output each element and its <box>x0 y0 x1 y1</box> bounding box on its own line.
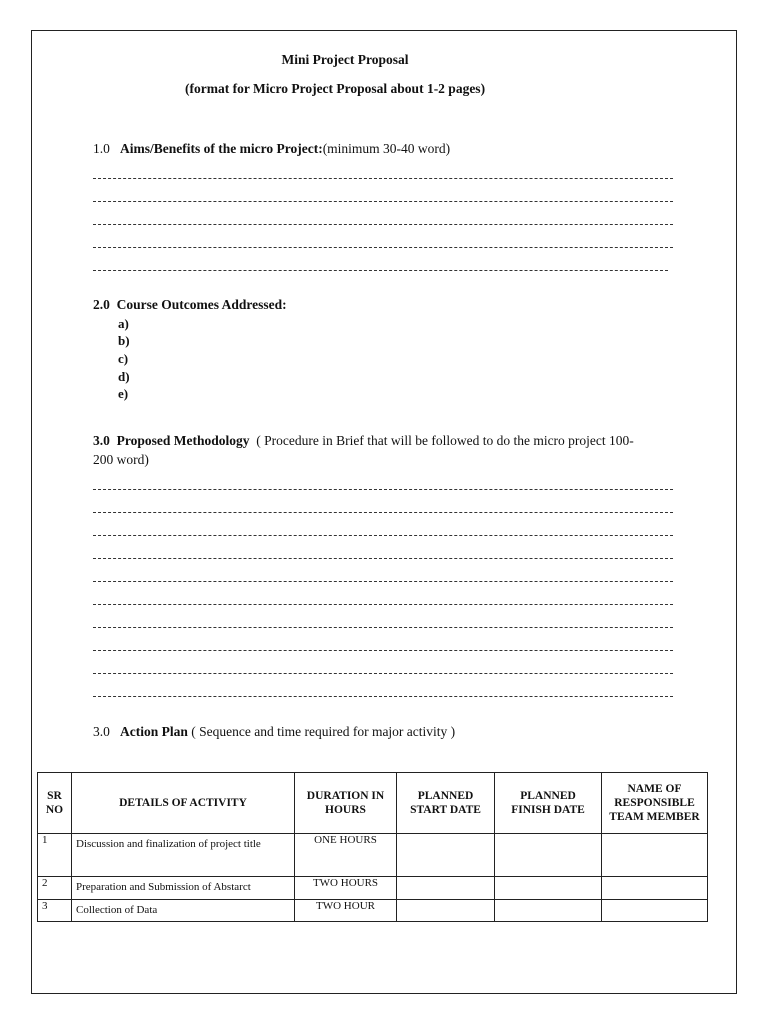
section-outcomes <box>93 297 287 313</box>
cell-finish-date[interactable] <box>495 900 602 922</box>
header-details: DETAILS OF ACTIVITY <box>72 773 295 834</box>
answer-line[interactable] <box>93 201 673 202</box>
cell-details: Discussion and finalization of project title <box>72 834 295 877</box>
cell-team-member[interactable] <box>602 900 708 922</box>
section-outcomes-heading: Course Outcomes Addressed: <box>116 297 287 312</box>
answer-line[interactable] <box>93 247 673 248</box>
answer-line[interactable] <box>93 178 673 179</box>
section-action-plan-heading: Action Plan <box>120 724 188 739</box>
answer-line[interactable] <box>93 558 673 559</box>
cell-duration: ONE HOURS <box>295 834 397 877</box>
cell-start-date[interactable] <box>397 877 495 900</box>
section-methodology <box>93 433 634 449</box>
answer-line[interactable] <box>93 535 673 536</box>
cell-team-member[interactable] <box>602 834 708 877</box>
answer-line[interactable] <box>93 489 673 490</box>
header-finish-date: PLANNED FINISH DATE <box>495 773 602 834</box>
answer-line[interactable] <box>93 673 673 674</box>
cell-sr: 1 <box>38 834 72 877</box>
section-outcomes-number: 2.0 <box>93 297 110 312</box>
section-aims <box>93 141 450 157</box>
outcome-item-a: a) <box>118 316 129 331</box>
table-header-row <box>38 773 708 834</box>
header-start-date: PLANNED START DATE <box>397 773 495 834</box>
section-methodology-note-cont: 200 word) <box>93 452 149 467</box>
outcome-item-e: e) <box>118 386 129 401</box>
section-aims-heading: Aims/Benefits of the micro Project: <box>120 141 323 156</box>
header-team-member: NAME OF RESPONSIBLE TEAM MEMBER <box>602 773 708 834</box>
section-methodology-heading: Proposed Methodology <box>116 433 250 448</box>
section-action-plan <box>93 724 455 740</box>
section-action-plan-note: ( Sequence and time required for major activity ) <box>191 724 456 739</box>
outcome-item-b: b) <box>118 333 130 348</box>
header-sr-no: SR NO <box>38 773 72 834</box>
cell-details: Collection of Data <box>72 900 295 922</box>
table-row <box>38 900 708 922</box>
cell-start-date[interactable] <box>397 834 495 877</box>
action-plan-table <box>37 772 708 922</box>
cell-sr: 2 <box>38 877 72 900</box>
cell-finish-date[interactable] <box>495 877 602 900</box>
answer-line[interactable] <box>93 650 673 651</box>
answer-line[interactable] <box>93 604 673 605</box>
table-row <box>38 834 708 877</box>
header-duration: DURATION IN HOURS <box>295 773 397 834</box>
answer-line[interactable] <box>93 627 673 628</box>
cell-team-member[interactable] <box>602 877 708 900</box>
answer-line[interactable] <box>93 270 668 271</box>
page-title: Mini Project Proposal <box>281 52 409 67</box>
answer-line[interactable] <box>93 581 673 582</box>
outcome-item-c: c) <box>118 351 129 366</box>
section-action-plan-number: 3.0 <box>93 724 110 739</box>
cell-details: Preparation and Submission of Abstarct <box>72 877 295 900</box>
answer-line[interactable] <box>93 696 673 697</box>
answer-line[interactable] <box>93 512 673 513</box>
table-row <box>38 877 708 900</box>
section-aims-note: (minimum 30-40 word) <box>322 141 451 156</box>
answer-line[interactable] <box>93 224 673 225</box>
cell-start-date[interactable] <box>397 900 495 922</box>
cell-finish-date[interactable] <box>495 834 602 877</box>
section-aims-number: 1.0 <box>93 141 110 156</box>
section-methodology-number: 3.0 <box>93 433 110 448</box>
outcome-item-d: d) <box>118 369 130 384</box>
section-methodology-note: ( Procedure in Brief that will be followed to do the micro project 100- <box>256 433 634 448</box>
cell-sr: 3 <box>38 900 72 922</box>
cell-duration: TWO HOURS <box>295 877 397 900</box>
cell-duration: TWO HOUR <box>295 900 397 922</box>
page-subtitle: (format for Micro Project Proposal about 1-2 pages) <box>185 81 486 96</box>
